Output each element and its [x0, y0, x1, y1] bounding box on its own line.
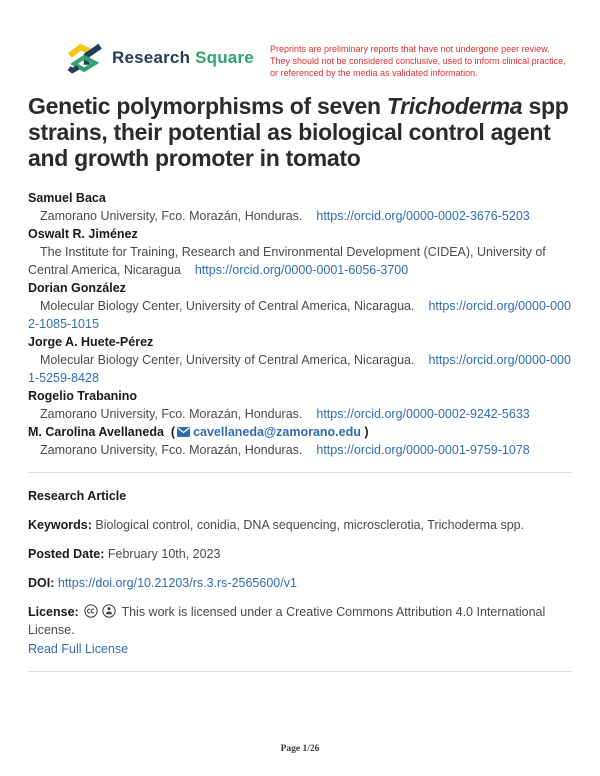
- doi-label: DOI:: [28, 576, 55, 590]
- author-entry: [28, 333, 572, 387]
- cc-icon: [84, 604, 98, 618]
- affiliation-text: Molecular Biology Center, University of Central America, Nicaragua.: [40, 353, 415, 367]
- author-entry: [28, 279, 572, 333]
- brand-word-square: Square: [195, 48, 254, 67]
- author-entry-corresponding: [28, 423, 572, 459]
- orcid-link[interactable]: https://orcid.org/0000-0002-1085-1015: [28, 299, 571, 331]
- license-label: License:: [28, 605, 79, 619]
- paren-close: ): [364, 425, 369, 439]
- posted-date-row: [28, 545, 572, 563]
- corresponding-email-group: [167, 425, 368, 439]
- affiliation-text: Zamorano University, Fco. Morazán, Honduras.: [40, 209, 303, 223]
- doi-link[interactable]: https://doi.org/10.21203/rs.3.rs-2565600/v1: [57, 576, 297, 590]
- author-name: Jorge A. Huete-Pérez: [28, 335, 154, 349]
- author-affiliation: [28, 351, 572, 387]
- envelope-icon: [177, 427, 190, 437]
- orcid-link[interactable]: https://orcid.org/0000-0001-6056-3700: [194, 263, 409, 277]
- read-full-license-link[interactable]: Read Full License: [28, 642, 129, 656]
- section-divider-top: [28, 472, 572, 473]
- author-name: Samuel Baca: [28, 191, 106, 205]
- affiliation-text: Molecular Biology Center, University of Central America, Nicaragua.: [40, 299, 415, 313]
- disclaimer-line: or referenced by the media as validated information.: [270, 68, 478, 78]
- corresponding-email-link[interactable]: cavellaneda@zamorano.edu: [193, 425, 361, 439]
- author-name: Rogelio Trabanino: [28, 389, 138, 403]
- research-square-logo-icon: [66, 42, 104, 74]
- posted-date-label: Posted Date:: [28, 547, 105, 561]
- keywords-text: Biological control, conidia, DNA sequencing, microsclerotia, Trichoderma spp.: [95, 518, 525, 532]
- disclaimer-line: Preprints are preliminary reports that have not undergone peer review.: [270, 44, 550, 54]
- orcid-link[interactable]: https://orcid.org/0000-0001-5259-8428: [28, 353, 571, 385]
- title-text: spp strains, their potential as biological control agent and growth promoter in tomato: [28, 93, 569, 171]
- brand-word-research: Research: [112, 48, 191, 67]
- affiliation-text: Zamorano University, Fco. Morazán, Honduras.: [40, 407, 303, 421]
- keywords-label: Keywords:: [28, 518, 92, 532]
- research-square-wordmark: [112, 48, 254, 68]
- article-meta: [28, 487, 572, 658]
- keywords-row: [28, 516, 572, 534]
- affiliation-text: Zamorano University, Fco. Morazán, Honduras.: [40, 443, 303, 457]
- author-affiliation: [28, 243, 572, 279]
- title-text: Genetic polymorphisms of seven: [28, 93, 387, 119]
- author-name-text: M. Carolina Avellaneda: [28, 425, 164, 439]
- orcid-link[interactable]: https://orcid.org/0000-0001-9759-1078: [316, 443, 530, 457]
- research-square-logo: [66, 42, 254, 74]
- doi-row: [28, 574, 572, 592]
- author-affiliation: [28, 405, 572, 423]
- article-type-label: Research Article: [28, 489, 127, 503]
- paren-open: (: [170, 425, 176, 439]
- author-entry: [28, 387, 572, 423]
- author-entry: [28, 225, 572, 279]
- author-name: Oswalt R. Jiménez: [28, 227, 138, 241]
- license-row: [28, 603, 572, 658]
- section-divider-bottom: [28, 671, 572, 672]
- title-genus-italic: Trichoderma: [386, 93, 523, 119]
- author-affiliation: [28, 207, 572, 225]
- page-header: [28, 42, 572, 79]
- author-name: Dorian González: [28, 281, 126, 295]
- author-list: [28, 189, 572, 459]
- orcid-link[interactable]: https://orcid.org/0000-0002-9242-5633: [316, 407, 530, 421]
- article-title: [28, 93, 572, 171]
- author-affiliation: [28, 297, 572, 333]
- author-name: [28, 423, 572, 441]
- license-text: This work is licensed under a Creative Commons Attribution 4.0 International License.: [28, 605, 546, 637]
- affiliation-text: The Institute for Training, Research and Environmental Development (CIDEA), University of Central America, Nicaragua: [28, 245, 546, 277]
- cc-by-person-icon: [102, 604, 116, 618]
- disclaimer-line: They should not be considered conclusive, used to inform clinical practice,: [270, 56, 566, 66]
- preprint-disclaimer: [270, 42, 572, 79]
- author-entry: [28, 189, 572, 225]
- posted-date-text: February 10th, 2023: [107, 547, 221, 561]
- orcid-link[interactable]: https://orcid.org/0000-0002-3676-5203: [316, 209, 530, 223]
- author-affiliation: [28, 441, 572, 459]
- page-number: Page 1/26: [280, 744, 320, 754]
